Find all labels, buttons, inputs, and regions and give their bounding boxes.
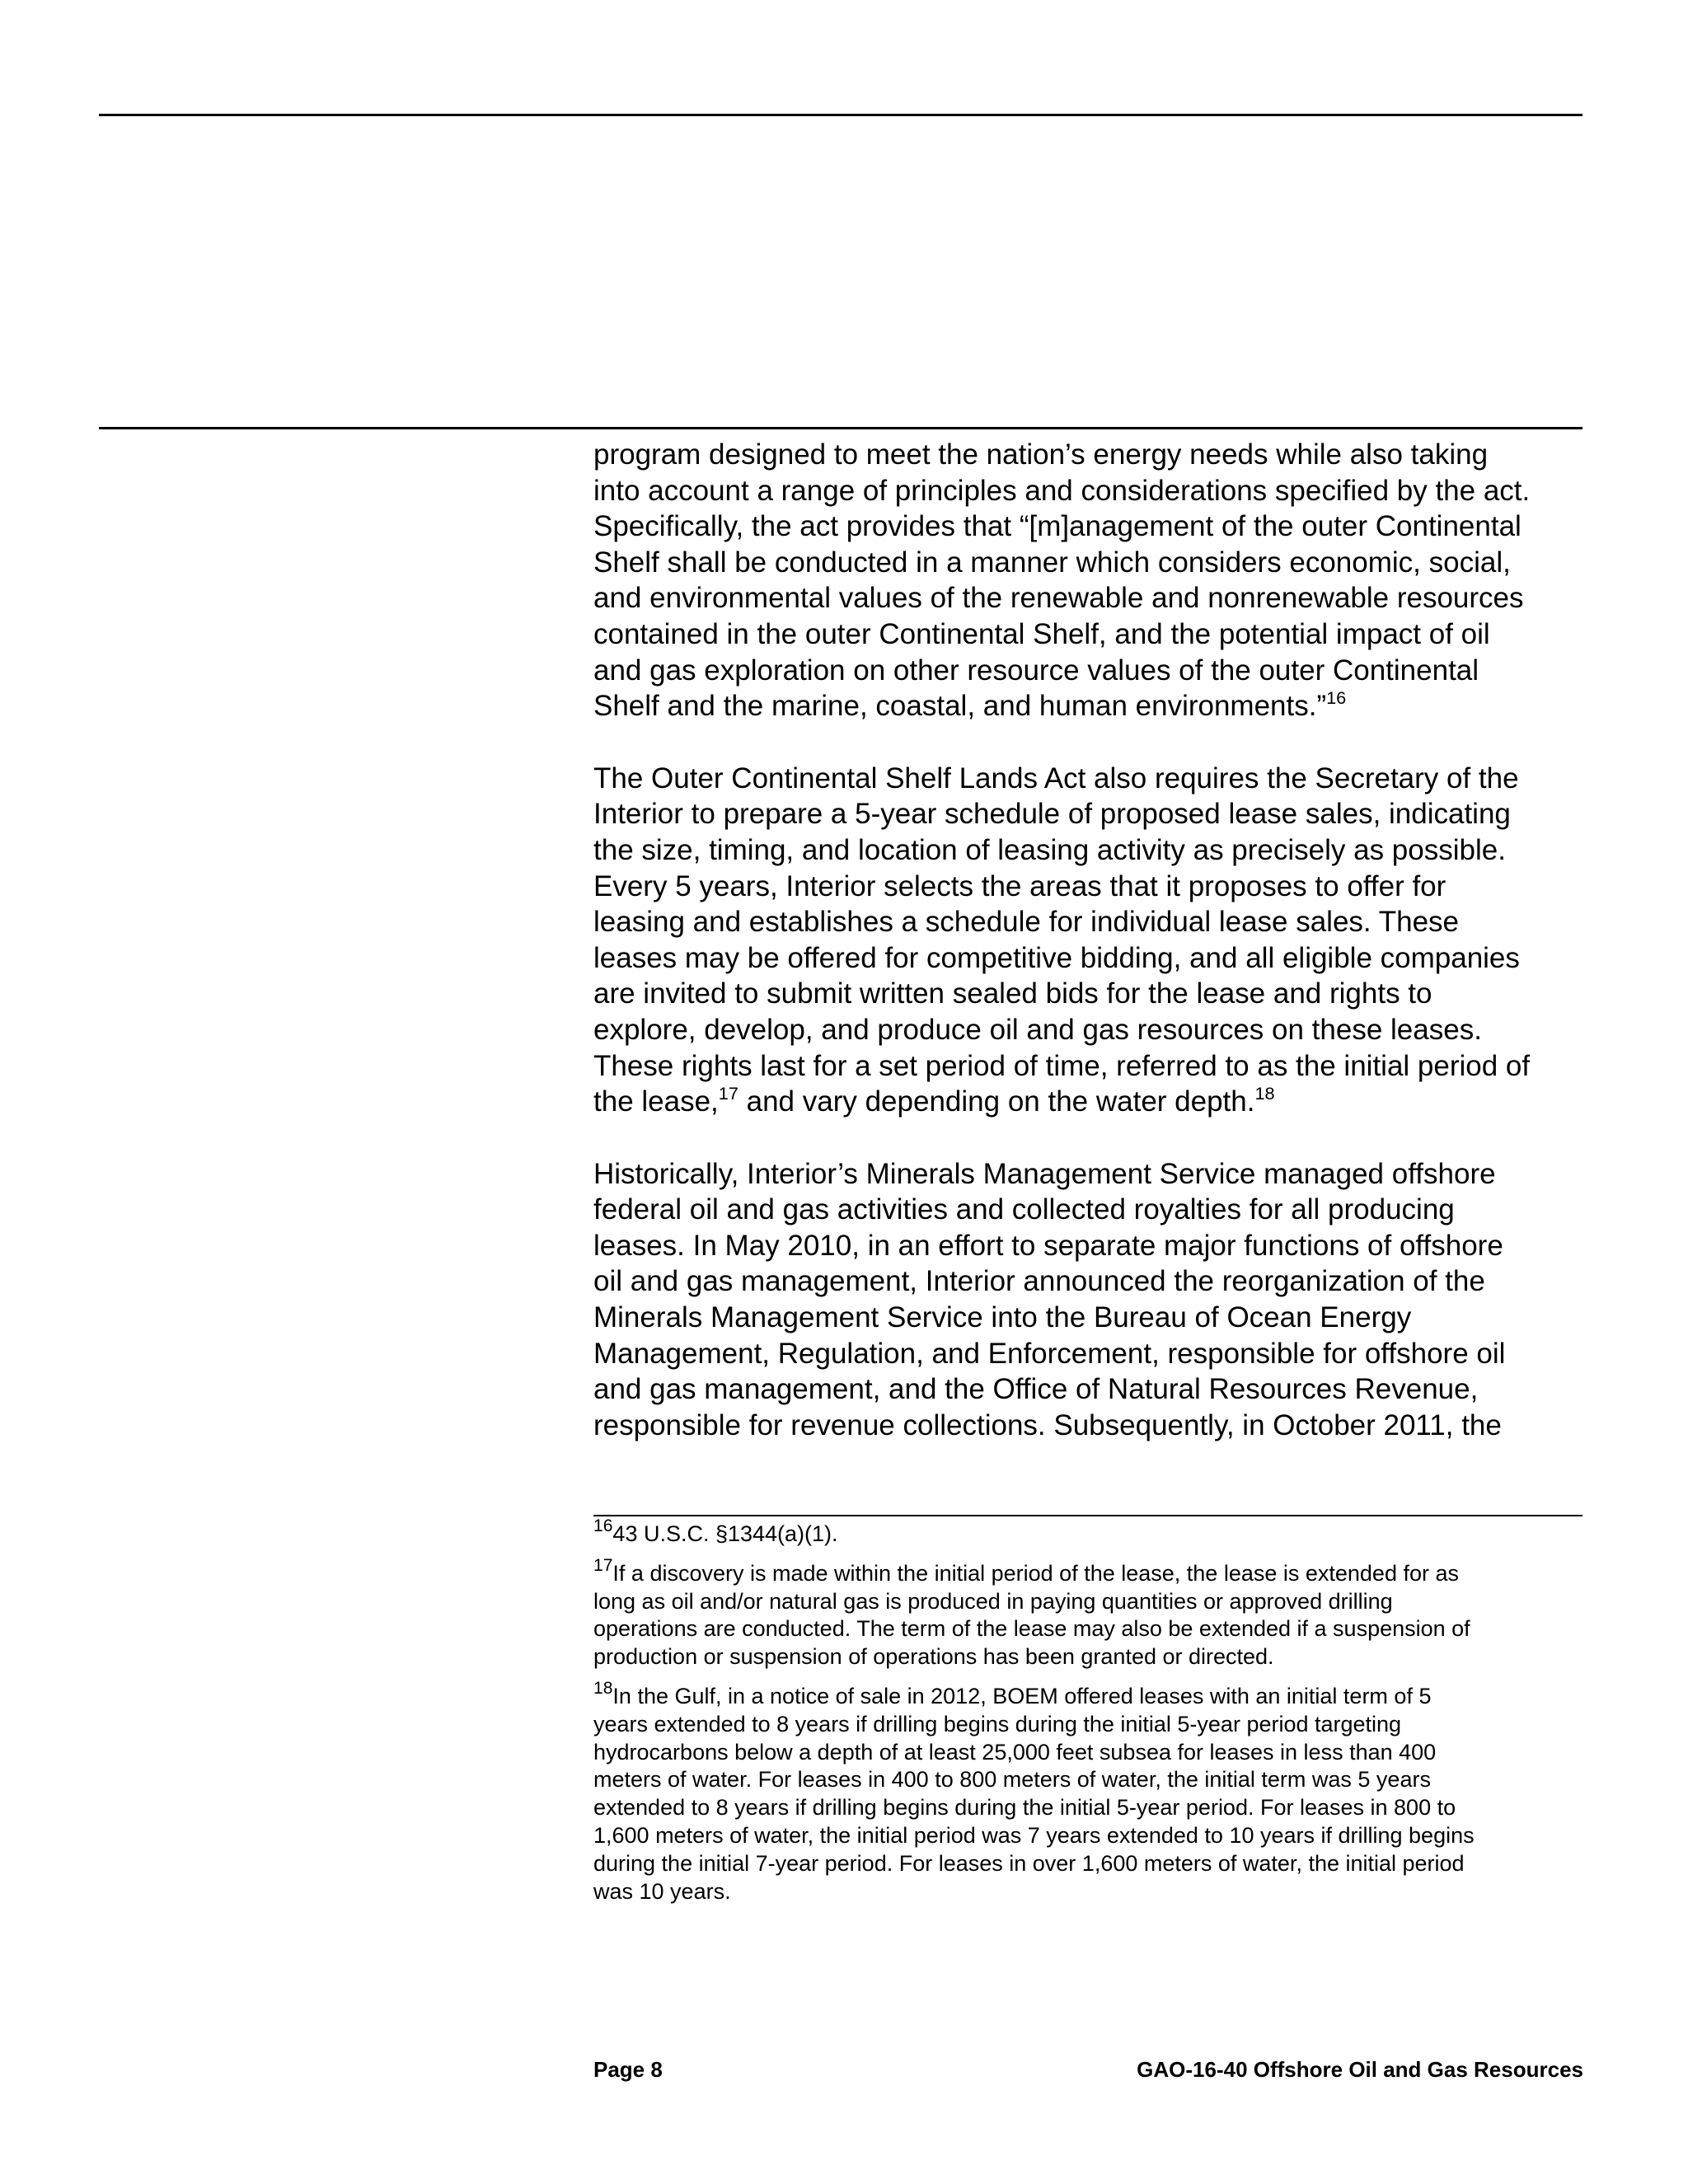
text-line: and gas exploration on other resource values of the outer Continental	[593, 654, 1479, 687]
text-line: leases. In May 2010, in an effort to separate major functions of offshore	[593, 1229, 1503, 1262]
text-fragment: the lease,	[593, 1085, 719, 1118]
text-line: Specifically, the act provides that “[m]anagement of the outer Continental	[593, 510, 1522, 543]
footnote-ref-17[interactable]: 17	[718, 1083, 738, 1104]
text-line: program designed to meet the nation’s energy needs while also taking	[593, 438, 1489, 471]
text-line: The Outer Continental Shelf Lands Act also requires the Secretary of the	[593, 762, 1519, 794]
text-line	[593, 688, 1587, 724]
footnote-18	[593, 1679, 1587, 1905]
text-line: oil and gas management, Interior announced the reorganization of the	[593, 1265, 1485, 1298]
text-line: years extended to 8 years if drilling begins during the initial 5-year period targeting	[593, 1711, 1402, 1736]
text-line: Historically, Interior’s Minerals Management Service managed offshore	[593, 1157, 1496, 1190]
text-line: Interior to prepare a 5-year schedule of proposed lease sales, indicating	[593, 798, 1511, 831]
text-line: explore, develop, and produce oil and gas resources on these leases.	[593, 1013, 1482, 1046]
text-line: Every 5 years, Interior selects the areas that it proposes to offer for	[593, 869, 1447, 902]
text-line: 1,600 meters of water, the initial period was 7 years extended to 10 years if drilling begins	[593, 1822, 1475, 1848]
text-line: are invited to submit written sealed bids for the lease and rights to	[593, 977, 1432, 1010]
text-line: leases may be offered for competitive bidding, and all eligible companies	[593, 941, 1520, 974]
footnote-number: 18	[593, 1679, 613, 1699]
text-line	[593, 1084, 1587, 1120]
text-line: These rights last for a set period of time, referred to as the initial period of	[593, 1049, 1531, 1082]
text-fragment: 43 U.S.C. §1344(a)(1).	[612, 1521, 838, 1546]
header-rule	[99, 114, 1582, 116]
footnotes	[593, 1516, 1587, 1917]
text-line	[593, 1516, 1587, 1549]
text-line: hydrocarbons below a depth of at least 25,000 feet subsea for leases in less than 400	[593, 1739, 1437, 1765]
text-line: contained in the outer Continental Shelf, and the potential impact of oil	[593, 617, 1490, 650]
text-line: was 10 years.	[593, 1878, 731, 1904]
text-fragment: In the Gulf, in a notice of sale in 2012, BOEM offered leases with an initial term of 5	[612, 1683, 1432, 1708]
text-line: responsible for revenue collections. Subsequently, in October 2011, the	[593, 1408, 1502, 1441]
text-line: and gas management, and the Office of Natural Resources Revenue,	[593, 1373, 1479, 1406]
text-line	[593, 1679, 1587, 1711]
text-line: long as oil and/or natural gas is produced in paying quantities or approved drilling	[593, 1588, 1393, 1614]
text-line: the size, timing, and location of leasing activity as precisely as possible.	[593, 833, 1506, 866]
footnote-number: 17	[593, 1556, 613, 1576]
paragraph-2	[593, 761, 1587, 1120]
footnote-ref-16[interactable]: 16	[1326, 687, 1347, 709]
section-rule	[99, 427, 1582, 429]
text-line: Shelf shall be conducted in a manner which considers economic, social,	[593, 546, 1511, 579]
page-number: Page 8	[593, 2057, 663, 2082]
footnote-number: 16	[593, 1516, 613, 1536]
text-line: operations are conducted. The term of the lease may also be extended if a suspension of	[593, 1616, 1470, 1642]
text-line: extended to 8 years if drilling begins during the initial 5-year period. For leases in 800 to	[593, 1795, 1456, 1821]
footnote-rule	[593, 1515, 1582, 1516]
text-line: into account a range of principles and considerations specified by the act.	[593, 474, 1531, 507]
text-line: leasing and establishes a schedule for individual lease sales. These	[593, 906, 1460, 939]
text-line: during the initial 7-year period. For leases in over 1,600 meters of water, the initial period	[593, 1850, 1465, 1876]
text-line	[593, 1556, 1587, 1588]
paragraph-1	[593, 437, 1587, 724]
text-line: Management, Regulation, and Enforcement, responsible for offshore oil	[593, 1337, 1506, 1370]
text-line: production or suspension of operations has been granted or directed.	[593, 1644, 1274, 1670]
text-fragment: Shelf and the marine, coastal, and human environments.”	[593, 690, 1327, 723]
text-fragment: and vary depending on the water depth.	[738, 1085, 1255, 1118]
text-line: and environmental values of the renewable and nonrenewable resources	[593, 582, 1524, 615]
footnote-17	[593, 1556, 1587, 1671]
body-text	[593, 437, 1587, 1479]
text-line: Minerals Management Service into the Bureau of Ocean Energy	[593, 1301, 1412, 1334]
text-line: federal oil and gas activities and collected royalties for all producing	[593, 1193, 1455, 1226]
text-fragment: If a discovery is made within the initial period of the lease, the lease is extended for as	[612, 1560, 1459, 1586]
paragraph-3	[593, 1156, 1587, 1444]
report-title: GAO-16-40 Offshore Oil and Gas Resources	[1137, 2057, 1583, 2082]
footnote-ref-18[interactable]: 18	[1254, 1083, 1275, 1104]
text-line: meters of water. For leases in 400 to 800 meters of water, the initial term was 5 years	[593, 1767, 1431, 1793]
footnote-16	[593, 1516, 1587, 1549]
